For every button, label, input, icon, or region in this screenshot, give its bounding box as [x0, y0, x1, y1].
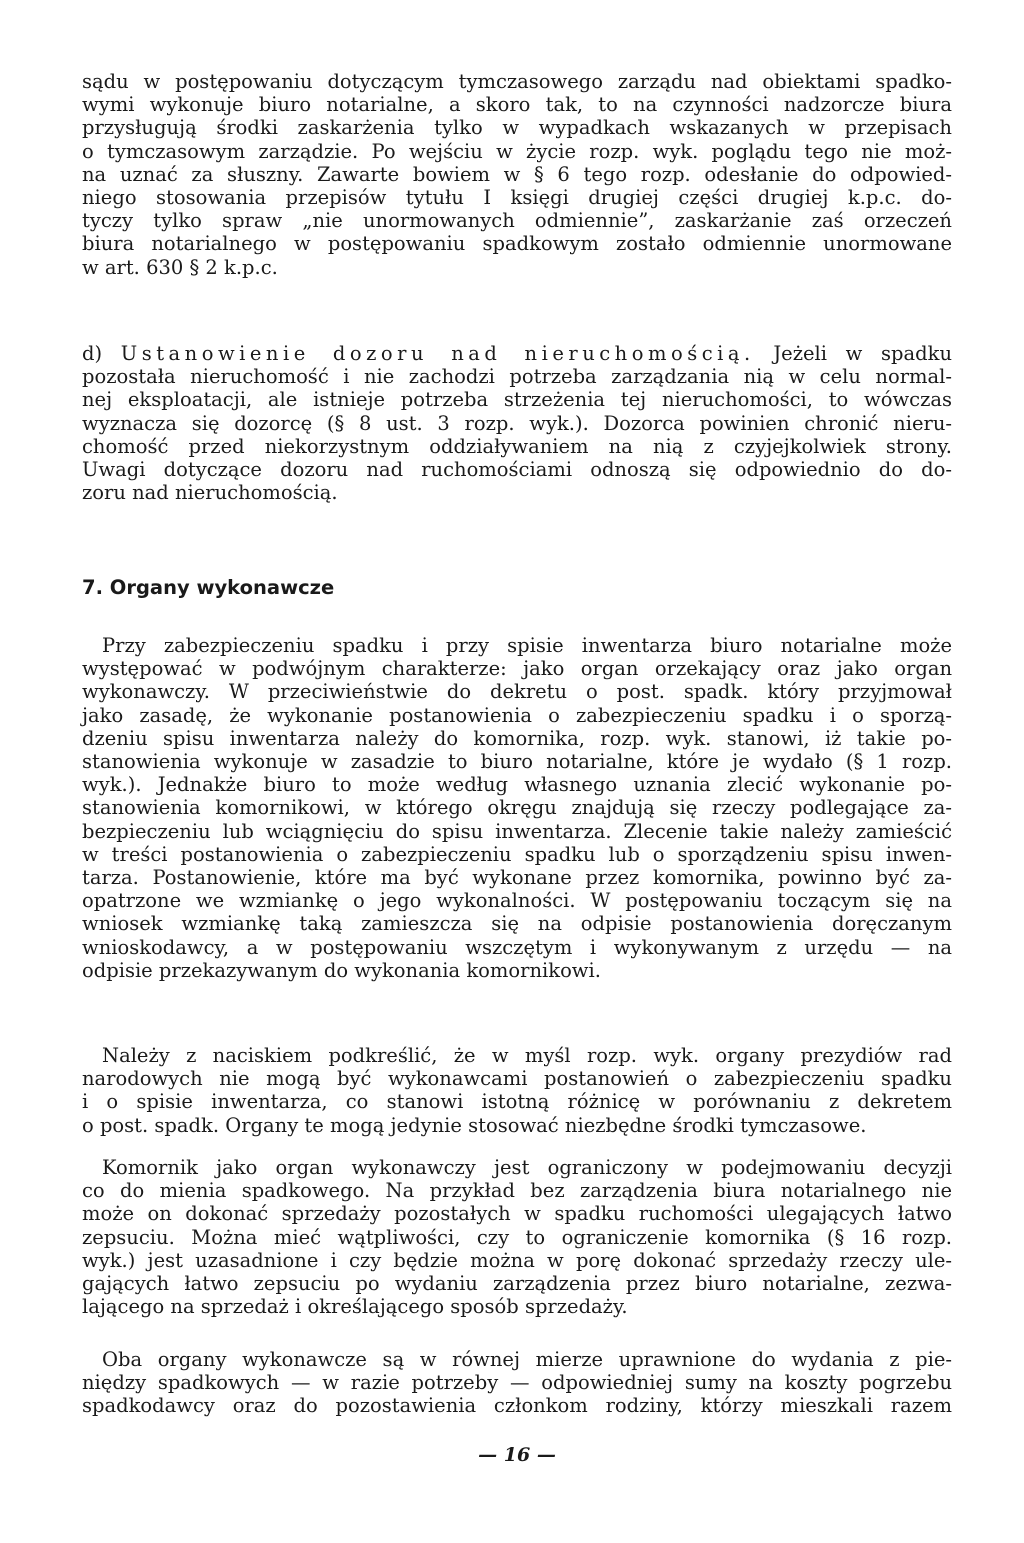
text-line: może on dokonać sprzedaży pozostałych w spadku ruchomości ulegających łatwo [82, 1202, 952, 1226]
text-line: co do mienia spadkowego. Na przykład bez zarządzenia biura notarialnego nie [82, 1179, 952, 1203]
text-line: tarza. Postanowienie, które ma być wykonane przez komornika, powinno być za- [82, 866, 952, 890]
text-line: tyczy tylko spraw „nie unormowanych odmiennie”, zaskarżanie zaś orzeczeń [82, 209, 952, 233]
paragraph-3 [82, 1156, 952, 1318]
paragraph-d-spaced-title: Ustanowienie dozoru nad nieruchomością. [120, 342, 755, 365]
paragraph-continuation [82, 70, 952, 279]
text-line: wymi wykonuje biuro notarialne, a skoro tak, to na czynności nadzorcze biura [82, 93, 952, 117]
text-line: pozostała nieruchomość i nie zachodzi potrzeba zarządzania nią w celu normal- [82, 365, 952, 389]
paragraph-d-first-line-rest: Jeżeli w spadku [754, 342, 952, 365]
text-line: wnioskodawcy, a w postępowaniu wszczętym i wykonywanym z urzędu — na [82, 935, 952, 959]
text-line: narodowych nie mogą być wykonawcami postanowień o zabezpieczeniu spadku [82, 1067, 952, 1091]
text-line: występować w podwójnym charakterze: jako organ orzekający oraz jako organ [82, 657, 952, 681]
text-line: przysługują środki zaskarżenia tylko w wypadkach wskazanych w przepisach [82, 116, 952, 140]
text-line: sądu w postępowaniu dotyczącym tymczasowego zarządu nad obiektami spadko- [82, 70, 952, 93]
text-line: Uwagi dotyczące dozoru nad ruchomościami odnoszą się odpowiednio do do- [82, 458, 952, 482]
text-line: odpisie przekazywanym do wykonania komornikowi. [82, 958, 601, 982]
text-line: wniosek wzmiankę taką zamieszcza się na odpisie postanowienia doręczanym [82, 912, 952, 936]
text-line: zepsuciu. Można mieć wątpliwości, czy to ograniczenie komornika (§ 16 rozp. [82, 1225, 952, 1249]
document-page [82, 64, 952, 1524]
text-line: stanowienia komornikowi, w którego okręgu znajdują się rzeczy podlegające za- [82, 796, 952, 820]
page-number: — 16 — [478, 1444, 556, 1466]
text-line: wyk.) jest uzasadnione i czy będzie można w porę dokonać sprzedaży rzeczy ule- [82, 1248, 952, 1272]
text-line: w art. 630 § 2 k.p.c. [82, 255, 278, 279]
text-line: wykonawczy. W przeciwieństwie do dekretu o post. spadk. który przyjmował [82, 680, 952, 704]
text-line: i o spisie inwentarza, co stanowi istotną różnicę w porównaniu z dekretem [82, 1090, 952, 1114]
paragraph-4 [82, 1348, 952, 1418]
paragraph-d [82, 342, 952, 504]
text-line: Komornik jako organ wykonawczy jest ograniczony w podejmowaniu decyzji [102, 1156, 952, 1179]
text-line: spadkodawcy oraz do pozostawienia członkom rodziny, którzy mieszkali razem [82, 1394, 952, 1418]
text-line: opatrzone we wzmiankę o jego wykonalności. W postępowaniu toczącym się na [82, 889, 952, 913]
paragraph-d-prefix: d) [82, 342, 121, 365]
paragraph-d-first-line [82, 342, 952, 365]
text-line: bezpieczeniu lub wciągnięciu do spisu inwentarza. Zlecenie takie należy zamieścić [82, 819, 952, 843]
text-line: stanowienia wykonuje w zasadzie to biuro notarialne, które je wydało (§ 1 rozp. [82, 750, 952, 774]
paragraph-1 [82, 634, 952, 982]
section-heading: 7. Organy wykonawcze [82, 576, 335, 599]
text-line: jako zasadę, że wykonanie postanowienia o zabezpieczeniu spadku i o sporzą- [82, 703, 952, 727]
text-line: lającego na sprzedaż i określającego sposób sprzedaży. [82, 1295, 628, 1319]
text-line: niędzy spadkowych — w razie potrzeby — odpowiedniej sumy na koszty pogrzebu [82, 1371, 952, 1395]
text-line: na uznać za słuszny. Zawarte bowiem w § 6 tego rozp. odesłanie do odpowied- [82, 162, 952, 186]
text-line: zoru nad nieruchomością. [82, 481, 338, 505]
text-line: gających łatwo zepsuciu po wydaniu zarządzenia przez biuro notarialne, zezwa- [82, 1272, 952, 1296]
text-line: o post. spadk. Organy te mogą jedynie stosować niezbędne środki tymczasowe. [82, 1113, 867, 1137]
text-line: Przy zabezpieczeniu spadku i przy spisie inwentarza biuro notarialne może [102, 634, 952, 657]
text-line: biura notarialnego w postępowaniu spadkowym zostało odmiennie unormowane [82, 232, 952, 256]
text-line: wyk.). Jednakże biuro to może według własnego uznania zlecić wykonanie po- [82, 773, 952, 797]
text-line: niego stosowania przepisów tytułu I księgi drugiej części drugiej k.p.c. do- [82, 186, 952, 210]
text-line: o tymczasowym zarządzie. Po wejściu w życie rozp. wyk. poglądu tego nie moż- [82, 139, 952, 163]
text-line: w treści postanowienia o zabezpieczeniu spadku lub o sporządzeniu spisu inwen- [82, 842, 952, 866]
text-line: nej eksploatacji, ale istnieje potrzeba strzeżenia tej nieruchomości, to wówczas [82, 388, 952, 412]
text-line: chomość przed niekorzystnym oddziaływaniem na nią z czyjejkolwiek strony. [82, 434, 952, 458]
text-line: Należy z naciskiem podkreślić, że w myśl rozp. wyk. organy prezydiów rad [102, 1044, 952, 1067]
text-line: dzeniu spisu inwentarza należy do komornika, rozp. wyk. stanowi, iż takie po- [82, 726, 952, 750]
paragraph-2 [82, 1044, 952, 1137]
text-line: Oba organy wykonawcze są w równej mierze uprawnione do wydania z pie- [102, 1348, 952, 1371]
text-line: wyznacza się dozorcę (§ 8 ust. 3 rozp. wyk.). Dozorca powinien chronić nieru- [82, 411, 952, 435]
